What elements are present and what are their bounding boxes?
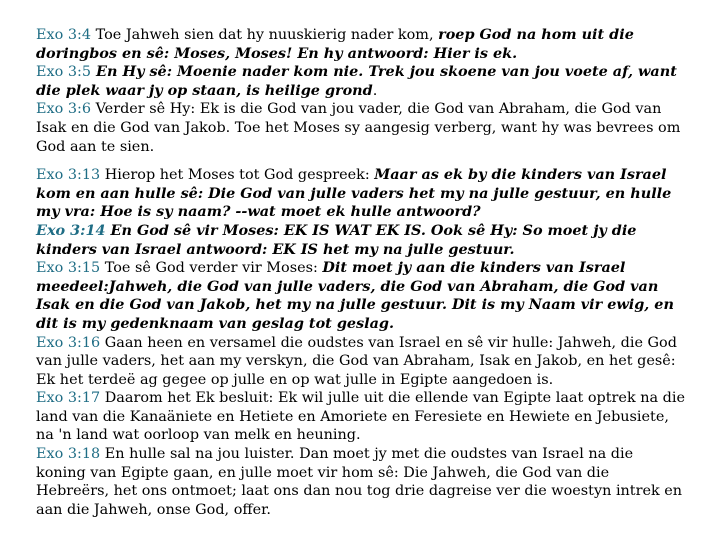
verse-reference: Exo 3:18 xyxy=(36,446,101,463)
verse-exo-3-18 xyxy=(36,445,686,519)
verse-reference: Exo 3:5 xyxy=(36,64,92,81)
verse-exo-3-4 xyxy=(36,26,686,63)
verse-reference: Exo 3:15 xyxy=(36,260,101,277)
verse-text-emphasis: En God sê vir Moses: EK IS WAT EK IS. Ook sê Hy: So moet jy die kinders van Israel antwoord: EK IS het my na julle gestuur. xyxy=(36,221,637,258)
verse-reference: Exo 3:16 xyxy=(36,334,101,351)
verse-text: Toe Jahweh sien dat hy nuuskierig nader kom, xyxy=(91,27,439,43)
passage-block-1 xyxy=(36,26,686,156)
verse-reference: Exo 3:14 xyxy=(36,221,106,239)
verse-text: Gaan heen en versamel die oudstes van Israel en sê vir hulle: Jahweh, die God van julle vaders, het aan my verskyn, die God van Abraham, Isak en Jakob, en het gesê: Ek het terdeë ag gegee op julle en op wat julle in Egipte aangedoen is. xyxy=(36,334,677,388)
verse-text-emphasis: roep God na hom uit die doringbos en sê: Moses, Moses! En hy antwoord: Hier is ek. xyxy=(36,26,634,62)
verse-reference: Exo 3:17 xyxy=(36,390,101,407)
verse-reference: Exo 3:13 xyxy=(36,167,101,184)
verse-exo-3-13 xyxy=(36,166,686,222)
verse-exo-3-5 xyxy=(36,63,686,100)
passage-block-2 xyxy=(36,166,686,519)
verse-text: Daarom het Ek besluit: Ek wil julle uit die ellende van Egipte laat optrek na die land van die Kanaäniete en Hetiete en Amoriete en Feresiete en Hewiete en Jebusiete, na 'n land wat oorloop van melk en heuning. xyxy=(36,390,685,444)
verse-exo-3-6 xyxy=(36,100,686,156)
verse-text-emphasis: Maar as ek by die kinders van Israel kom en aan hulle sê: Die God van julle vaders het my na julle gestuur, en hulle my vra: Hoe is sy naam? --wat moet ek hulle antwoord? xyxy=(36,166,672,221)
verse-text: Hierop het Moses tot God gespreek: xyxy=(100,167,375,184)
verse-reference: Exo 3:4 xyxy=(36,27,92,43)
verse-exo-3-15 xyxy=(36,259,686,333)
verse-text-emphasis: En Hy sê: Moenie nader kom nie. Trek jou skoene van jou voete af, want die plek waar jy op staan, is heilige grond xyxy=(36,63,677,99)
verse-text-emphasis: Dit moet jy aan die kinders van Israel meedeel:Jahweh, die God van julle vaders, die God van Abraham, die God van Isak en die God van Jakob, het my na julle gestuur. Dit is my Naam vir ewig, en dit is my gedenknaam van geslag tot geslag. xyxy=(36,259,674,332)
verse-text: En hulle sal na jou luister. Dan moet jy met die oudstes van Israel na die koning van Egipte gaan, en julle moet vir hom sê: Die Jahweh, die God van die Hebreërs, het ons ontmoet; laat ons dan nou tog drie dagreise ver die woestyn intrek en aan die Jahweh, onse God, offer. xyxy=(36,446,683,518)
verse-text: Verder sê Hy: Ek is die God van jou vader, die God van Abraham, die God van Isak en die God van Jakob. Toe het Moses sy aangesig verberg, want hy was bevrees om God aan te sien. xyxy=(36,101,681,155)
verse-reference: Exo 3:6 xyxy=(36,101,92,118)
verse-text: . xyxy=(372,82,378,99)
scripture-page xyxy=(36,26,686,519)
verse-exo-3-14 xyxy=(36,222,686,259)
verse-text: Toe sê God verder vir Moses: xyxy=(100,260,323,277)
verse-exo-3-17 xyxy=(36,389,686,445)
verse-exo-3-16 xyxy=(36,334,686,390)
